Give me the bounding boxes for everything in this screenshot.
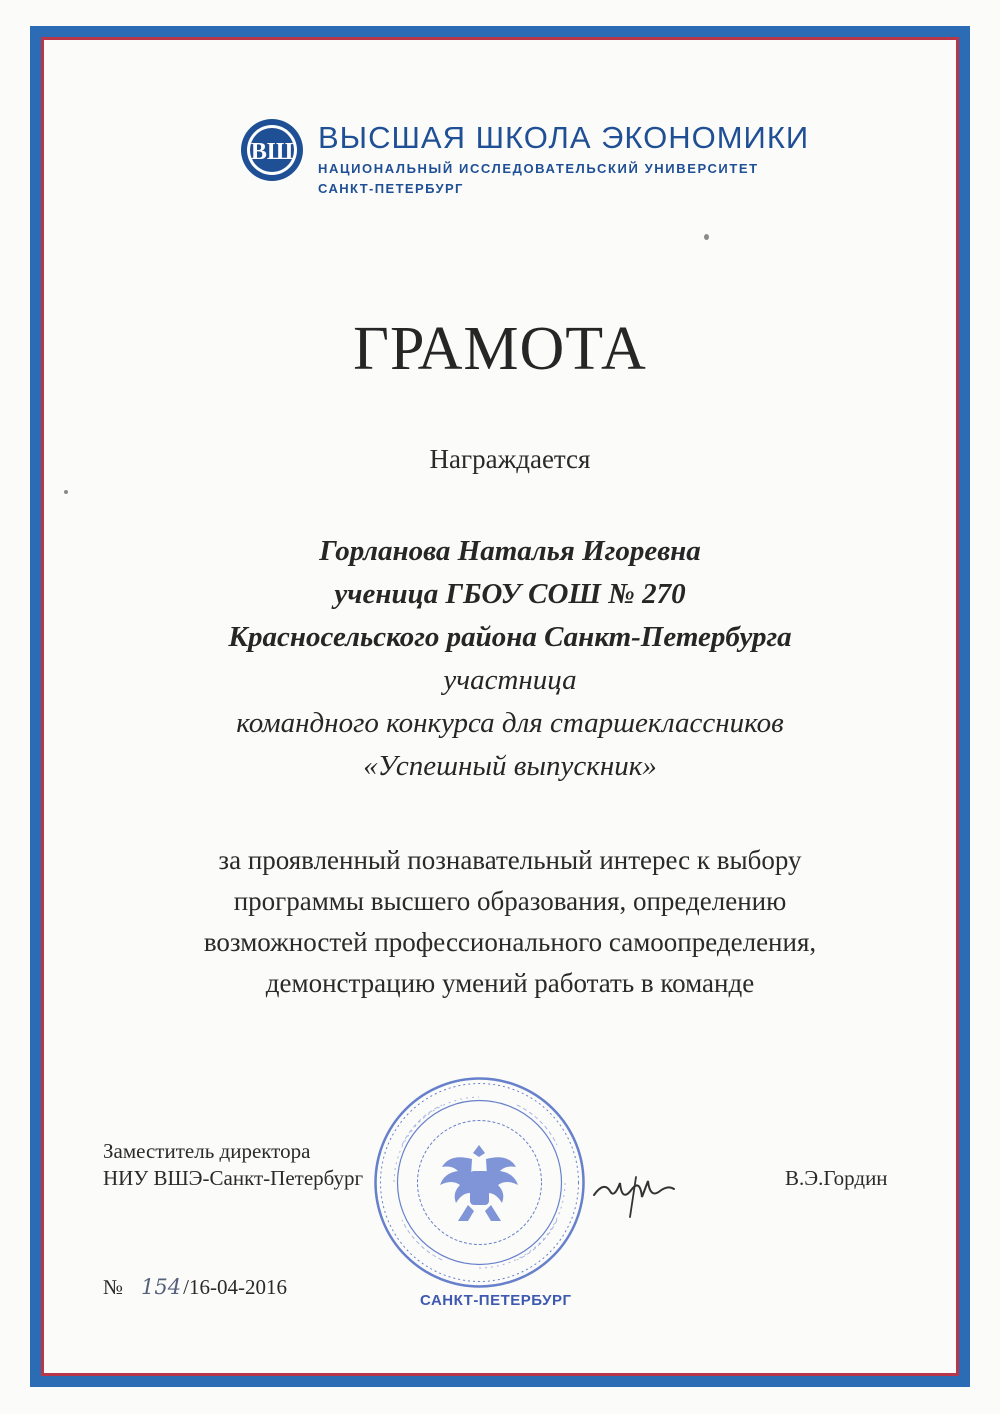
signer-position-line: Заместитель директора	[103, 1139, 311, 1163]
logo-city: САНКТ-ПЕТЕРБУРГ	[318, 181, 464, 196]
reason-line: демонстрацию умений работать в команде	[265, 968, 755, 998]
reason-line: возможностей профессионального самоопределения,	[203, 927, 817, 957]
recipient-block	[0, 530, 1000, 788]
official-seal	[372, 1075, 587, 1290]
recipient-name: Горланова Наталья Игоревна	[319, 535, 701, 567]
hse-emblem-icon	[240, 118, 304, 182]
recipient-status: ученица ГБОУ СОШ № 270	[334, 578, 686, 610]
contest-description: командного конкурса для старшеклассников	[236, 707, 784, 739]
contest-name: «Успешный выпускник»	[363, 750, 657, 782]
document-title: ГРАМОТА	[353, 315, 647, 383]
number-sign: №	[103, 1275, 124, 1299]
signer-position-line: НИУ ВШЭ-Санкт-Петербург	[103, 1166, 364, 1190]
document-number	[103, 1275, 287, 1300]
document-date: /16-04-2016	[183, 1275, 287, 1299]
awarded-label: Награждается	[429, 444, 591, 474]
handwritten-number: 154	[141, 1275, 182, 1299]
award-reason	[0, 840, 1000, 1004]
recipient-district: Красносельского района Санкт-Петербурга	[228, 621, 792, 653]
signer-name: В.Э.Гордин	[785, 1166, 888, 1190]
paper-speck	[64, 490, 68, 494]
university-logo	[240, 118, 810, 208]
paper-speck	[704, 234, 709, 240]
signer-position	[103, 1138, 363, 1192]
reason-line: за проявленный познавательный интерес к выбору	[218, 845, 802, 875]
logo-subtitle: НАЦИОНАЛЬНЫЙ ИССЛЕДОВАТЕЛЬСКИЙ УНИВЕРСИТЕТ	[318, 161, 759, 176]
reason-line: программы высшего образования, определению	[233, 886, 787, 916]
seal-city: САНКТ-ПЕТЕРБУРГ	[420, 1292, 572, 1309]
emblem-letters: ВШ	[250, 139, 294, 165]
recipient-role: участница	[443, 664, 577, 696]
logo-title: ВЫСШАЯ ШКОЛА ЭКОНОМИКИ	[318, 120, 810, 155]
handwritten-signature	[590, 1165, 680, 1225]
